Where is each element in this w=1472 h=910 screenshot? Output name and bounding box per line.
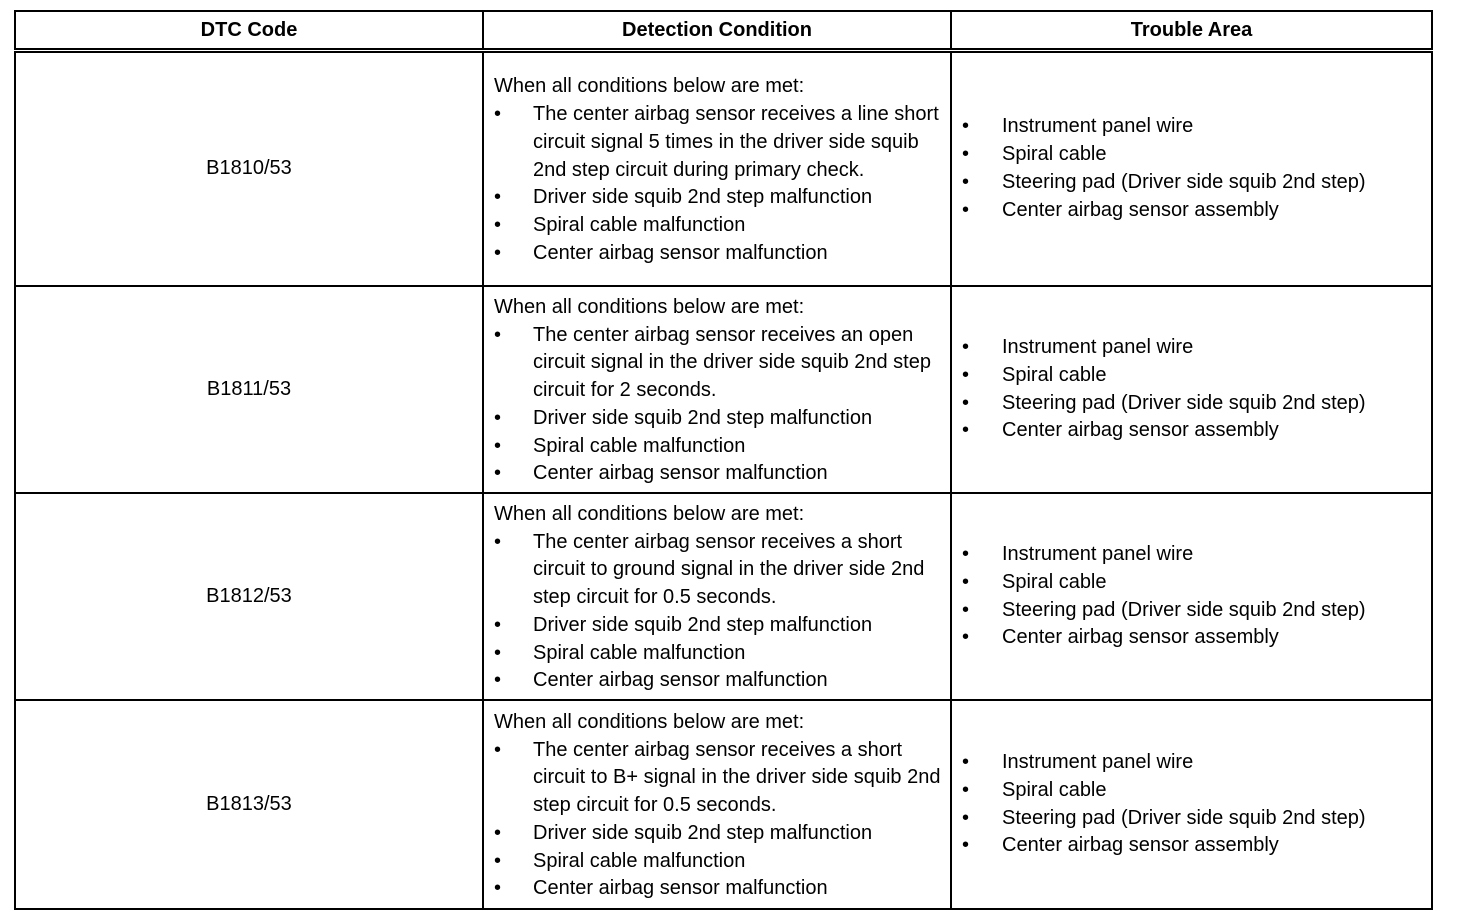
bullet-icon: • xyxy=(494,241,502,264)
bullet-icon: • xyxy=(962,598,970,621)
condition-intro: When all conditions below are met: xyxy=(494,75,805,98)
condition-item: • Center airbag sensor malfunction xyxy=(494,240,950,268)
condition-list xyxy=(494,101,950,268)
bullet-icon: • xyxy=(494,849,502,872)
bullet-icon: • xyxy=(962,143,970,166)
trouble-area-item: • Steering pad (Driver side squib 2nd step) xyxy=(962,597,1431,625)
condition-item: • Spiral cable malfunction xyxy=(494,212,950,240)
dtc-table xyxy=(14,10,1433,910)
bullet-icon: • xyxy=(962,570,970,593)
bullet-icon: • xyxy=(962,542,970,565)
trouble-area-item: • Center airbag sensor assembly xyxy=(962,197,1431,225)
trouble-area-item: • Center airbag sensor assembly xyxy=(962,417,1431,445)
header-detection-condition: Detection Condition xyxy=(483,11,951,51)
trouble-area-item: • Spiral cable xyxy=(962,777,1431,805)
bullet-icon: • xyxy=(494,186,502,209)
bullet-icon: • xyxy=(494,877,502,900)
bullet-icon: • xyxy=(494,530,502,553)
bullet-icon: • xyxy=(494,434,502,457)
condition-item: • Center airbag sensor malfunction xyxy=(494,875,950,903)
trouble-area-cell xyxy=(951,493,1432,700)
detection-condition-cell xyxy=(483,286,951,493)
condition-item: • Driver side squib 2nd step malfunction xyxy=(494,820,950,848)
bullet-icon: • xyxy=(962,198,970,221)
trouble-area-item: • Instrument panel wire xyxy=(962,334,1431,362)
condition-item: • Driver side squib 2nd step malfunction xyxy=(494,184,950,212)
table-header-row xyxy=(15,11,1432,51)
trouble-area-cell xyxy=(951,700,1432,909)
trouble-area-list xyxy=(962,541,1431,652)
condition-item: • Center airbag sensor malfunction xyxy=(494,460,950,488)
bullet-icon: • xyxy=(494,214,502,237)
bullet-icon: • xyxy=(962,363,970,386)
bullet-icon: • xyxy=(962,626,970,649)
condition-item: • Driver side squib 2nd step malfunction xyxy=(494,405,950,433)
bullet-icon: • xyxy=(962,806,970,829)
condition-item: • Spiral cable malfunction xyxy=(494,640,950,668)
table-row xyxy=(15,700,1432,909)
condition-item: • Driver side squib 2nd step malfunction xyxy=(494,612,950,640)
trouble-area-item: • Center airbag sensor assembly xyxy=(962,832,1431,860)
bullet-icon: • xyxy=(494,406,502,429)
bullet-icon: • xyxy=(962,419,970,442)
trouble-area-item: • Spiral cable xyxy=(962,569,1431,597)
header-trouble-area: Trouble Area xyxy=(951,11,1432,51)
detection-condition-cell xyxy=(483,51,951,287)
bullet-icon: • xyxy=(494,641,502,664)
condition-item: • The center airbag sensor receives a line short circuit signal 5 times in the driver side squib 2nd step circuit during primary check. xyxy=(494,103,939,181)
trouble-area-item: • Instrument panel wire xyxy=(962,113,1431,141)
bullet-icon: • xyxy=(494,103,502,125)
bullet-icon: • xyxy=(494,669,502,692)
dtc-code-cell: B1811/53 xyxy=(15,286,483,493)
trouble-area-item: • Center airbag sensor assembly xyxy=(962,624,1431,652)
condition-item: • The center airbag sensor receives an open circuit signal in the driver side squib 2nd step circuit for 2 seconds. xyxy=(494,323,931,402)
trouble-area-item: • Steering pad (Driver side squib 2nd step) xyxy=(962,390,1431,418)
bullet-icon: • xyxy=(962,115,970,138)
bullet-icon: • xyxy=(494,613,502,636)
dtc-code-cell: B1810/53 xyxy=(15,51,483,287)
dtc-code-cell: B1812/53 xyxy=(15,493,483,700)
bullet-icon: • xyxy=(962,834,970,857)
condition-intro: When all conditions below are met: xyxy=(494,502,805,525)
condition-item: • Center airbag sensor malfunction xyxy=(494,667,950,695)
trouble-area-list xyxy=(962,113,1431,224)
detection-condition-cell xyxy=(483,700,951,909)
bullet-icon: • xyxy=(962,391,970,414)
detection-condition-cell xyxy=(483,493,951,700)
dtc-table-container xyxy=(14,10,1431,910)
condition-item: • Spiral cable malfunction xyxy=(494,433,950,461)
bullet-icon: • xyxy=(494,738,502,761)
condition-item: • The center airbag sensor receives a short circuit to ground signal in the driver side 2nd step circuit for 0.5 seconds. xyxy=(494,530,925,609)
bullet-icon: • xyxy=(962,750,970,773)
trouble-area-item: • Spiral cable xyxy=(962,141,1431,169)
condition-item: • The center airbag sensor receives a short circuit to B+ signal in the driver side squib 2nd step circuit for 0.5 seconds. xyxy=(494,738,941,817)
trouble-area-item: • Instrument panel wire xyxy=(962,541,1431,569)
bullet-icon: • xyxy=(494,323,502,346)
trouble-area-cell xyxy=(951,286,1432,493)
condition-list xyxy=(494,322,950,489)
condition-list xyxy=(494,529,950,696)
trouble-area-item: • Steering pad (Driver side squib 2nd step) xyxy=(962,805,1431,833)
table-row xyxy=(15,286,1432,493)
table-row xyxy=(15,51,1432,287)
bullet-icon: • xyxy=(962,335,970,358)
trouble-area-list xyxy=(962,749,1431,860)
dtc-code-cell: B1813/53 xyxy=(15,700,483,909)
header-dtc-code: DTC Code xyxy=(15,11,483,51)
bullet-icon: • xyxy=(494,462,502,485)
trouble-area-item: • Spiral cable xyxy=(962,362,1431,390)
bullet-icon: • xyxy=(494,821,502,844)
condition-intro: When all conditions below are met: xyxy=(494,710,805,733)
condition-list xyxy=(494,737,950,904)
trouble-area-list xyxy=(962,334,1431,445)
trouble-area-item: • Instrument panel wire xyxy=(962,749,1431,777)
condition-item: • Spiral cable malfunction xyxy=(494,848,950,876)
trouble-area-item: • Steering pad (Driver side squib 2nd step) xyxy=(962,169,1431,197)
bullet-icon: • xyxy=(962,171,970,193)
trouble-area-cell xyxy=(951,51,1432,287)
bullet-icon: • xyxy=(962,778,970,801)
condition-intro: When all conditions below are met: xyxy=(494,295,805,318)
table-row xyxy=(15,493,1432,700)
